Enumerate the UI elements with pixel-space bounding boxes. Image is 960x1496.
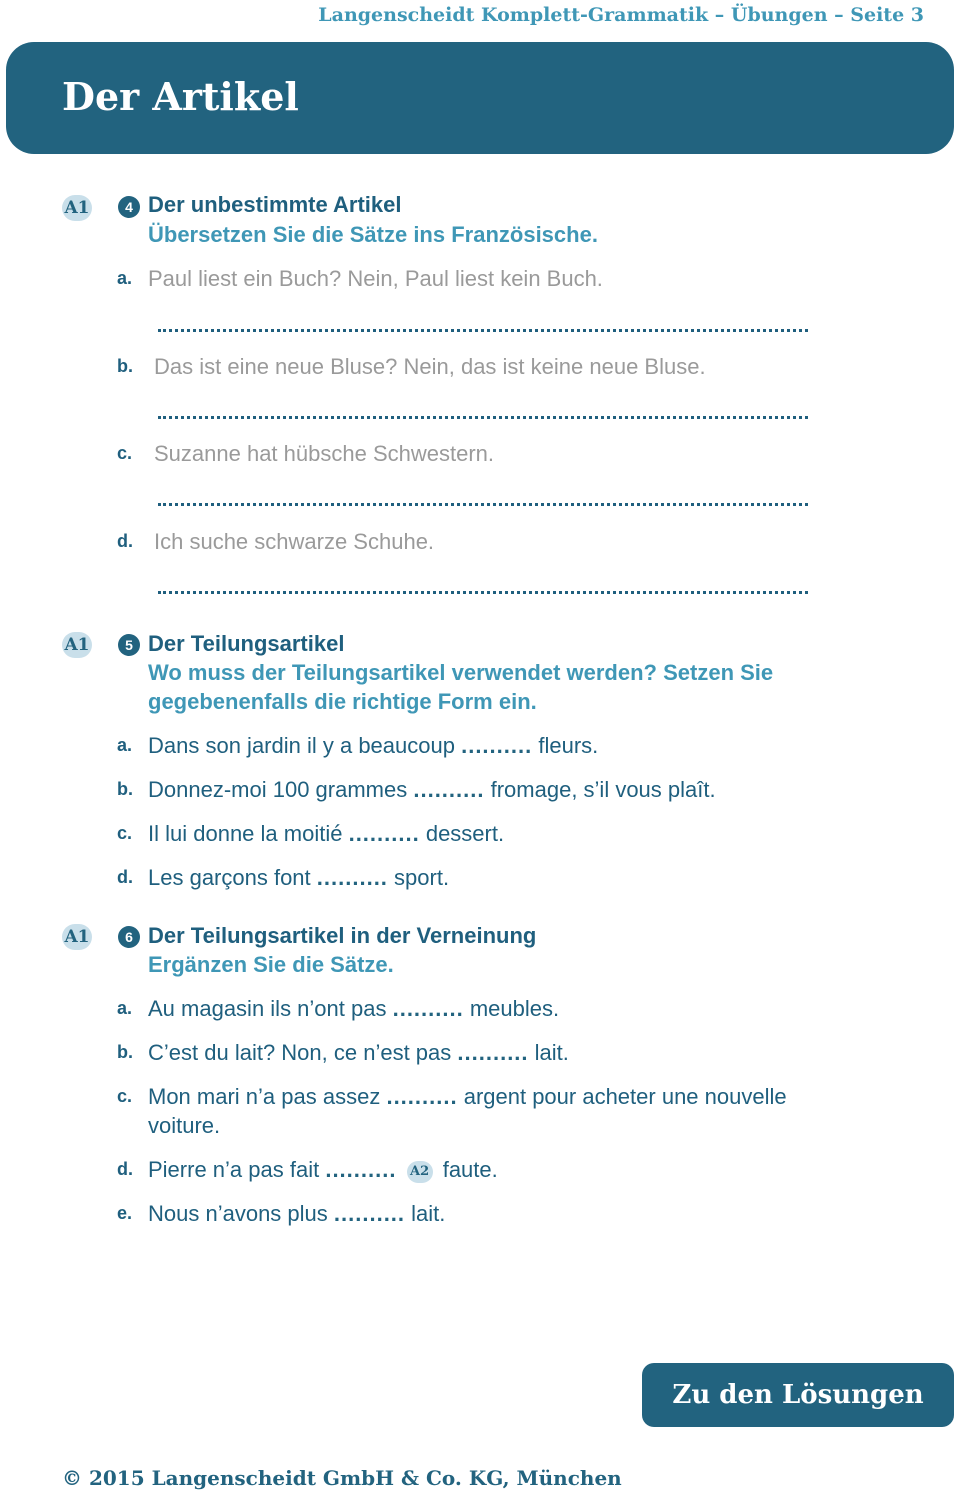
gap-blank[interactable]: .......... bbox=[316, 865, 388, 890]
level-badge: A1 bbox=[62, 924, 92, 950]
answer-line[interactable] bbox=[158, 588, 808, 594]
item-sentence bbox=[148, 863, 828, 892]
sentence-end: argent pour acheter une nouvelle voiture. bbox=[148, 1084, 787, 1138]
solutions-button[interactable]: Zu den Lösungen bbox=[642, 1363, 954, 1427]
sentence-start: Les garçons font bbox=[148, 865, 311, 890]
exercise-task: Wo muss der Teilungsartikel verwendet werden? Setzen Sie gegebenenfalls die richtige Form ein. bbox=[148, 660, 774, 714]
sentence-start: Pierre n’a pas fait bbox=[148, 1157, 320, 1182]
item-sentence: Ich suche schwarze Schuhe. bbox=[154, 529, 435, 554]
sentence-end: sport. bbox=[394, 865, 450, 890]
sentence-start: Donnez-moi 100 grammes bbox=[148, 777, 408, 802]
exercise-task: Ergänzen Sie die Sätze. bbox=[148, 952, 394, 977]
level-badge: A1 bbox=[62, 632, 92, 658]
answer-line[interactable] bbox=[158, 326, 808, 332]
copyright-footer: © 2015 Langenscheidt GmbH & Co. KG, München bbox=[62, 1466, 622, 1490]
item-letter: d. bbox=[117, 1159, 133, 1179]
exercise-title: Der unbestimmte Artikel bbox=[148, 192, 402, 217]
item-sentence: Paul liest ein Buch? Nein, Paul liest kein Buch. bbox=[148, 266, 603, 291]
exercise-title: Der Teilungsartikel bbox=[148, 631, 345, 656]
item-letter: b. bbox=[117, 1042, 133, 1062]
item-sentence bbox=[148, 1199, 828, 1228]
sentence-end: faute. bbox=[442, 1157, 498, 1182]
item-sentence bbox=[148, 1155, 828, 1184]
item-sentence bbox=[148, 731, 828, 760]
sentence-end: lait. bbox=[534, 1040, 569, 1065]
sentence-start: Nous n’avons plus bbox=[148, 1201, 328, 1226]
item-sentence bbox=[148, 819, 828, 848]
answer-line[interactable] bbox=[158, 413, 808, 419]
exercise-number-badge: 5 bbox=[118, 634, 140, 656]
item-letter: a. bbox=[117, 998, 133, 1018]
item-letter: c. bbox=[117, 823, 133, 843]
sentence-end: fleurs. bbox=[538, 733, 599, 758]
item-letter: b. bbox=[117, 779, 133, 799]
gap-blank[interactable]: .......... bbox=[386, 1084, 458, 1109]
title-bar bbox=[6, 42, 954, 154]
item-sentence bbox=[148, 994, 828, 1023]
item-sentence bbox=[148, 1082, 818, 1140]
sentence-start: Mon mari n’a pas assez bbox=[148, 1084, 381, 1109]
level-badge: A1 bbox=[62, 195, 92, 221]
item-sentence: Suzanne hat hübsche Schwestern. bbox=[154, 441, 495, 466]
gap-blank[interactable]: .......... bbox=[457, 1040, 529, 1065]
sentence-start: Dans son jardin il y a beaucoup bbox=[148, 733, 455, 758]
item-letter: b. bbox=[117, 356, 133, 376]
sentence-end: dessert. bbox=[425, 821, 505, 846]
level-badge-inline: A2 bbox=[407, 1161, 433, 1183]
gap-blank[interactable]: .......... bbox=[461, 733, 533, 758]
item-letter: a. bbox=[117, 735, 133, 755]
sentence-end: meubles. bbox=[469, 996, 560, 1021]
gap-blank[interactable]: .......... bbox=[413, 777, 485, 802]
exercise-task: Übersetzen Sie die Sätze ins Französische. bbox=[148, 222, 598, 247]
item-sentence bbox=[148, 1038, 828, 1067]
answer-line[interactable] bbox=[158, 500, 808, 506]
item-sentence bbox=[148, 775, 828, 804]
gap-blank[interactable]: .......... bbox=[348, 821, 420, 846]
sentence-end: fromage, s’il vous plaît. bbox=[490, 777, 716, 802]
exercise-title: Der Teilungsartikel in der Verneinung bbox=[148, 923, 537, 948]
item-letter: d. bbox=[117, 531, 133, 551]
exercise-number-badge: 4 bbox=[118, 196, 140, 218]
exercise-number-badge: 6 bbox=[118, 926, 140, 948]
page-title: Der Artikel bbox=[62, 74, 299, 119]
item-letter: a. bbox=[117, 268, 133, 288]
sentence-start: Au magasin ils n’ont pas bbox=[148, 996, 387, 1021]
item-letter: d. bbox=[117, 867, 133, 887]
running-header: Langenscheidt Komplett-Grammatik – Übungen – Seite 3 bbox=[318, 4, 924, 26]
item-letter: c. bbox=[117, 1086, 133, 1106]
gap-blank[interactable]: .......... bbox=[325, 1157, 397, 1182]
item-letter: e. bbox=[117, 1203, 133, 1223]
item-letter: c. bbox=[117, 443, 133, 463]
sentence-start: C’est du lait? Non, ce n’est pas bbox=[148, 1040, 452, 1065]
sentence-end: lait. bbox=[411, 1201, 446, 1226]
sentence-start: Il lui donne la moitié bbox=[148, 821, 343, 846]
gap-blank[interactable]: .......... bbox=[333, 1201, 406, 1226]
item-sentence: Das ist eine neue Bluse? Nein, das ist keine neue Bluse. bbox=[154, 354, 706, 379]
gap-blank[interactable]: .......... bbox=[392, 996, 464, 1021]
